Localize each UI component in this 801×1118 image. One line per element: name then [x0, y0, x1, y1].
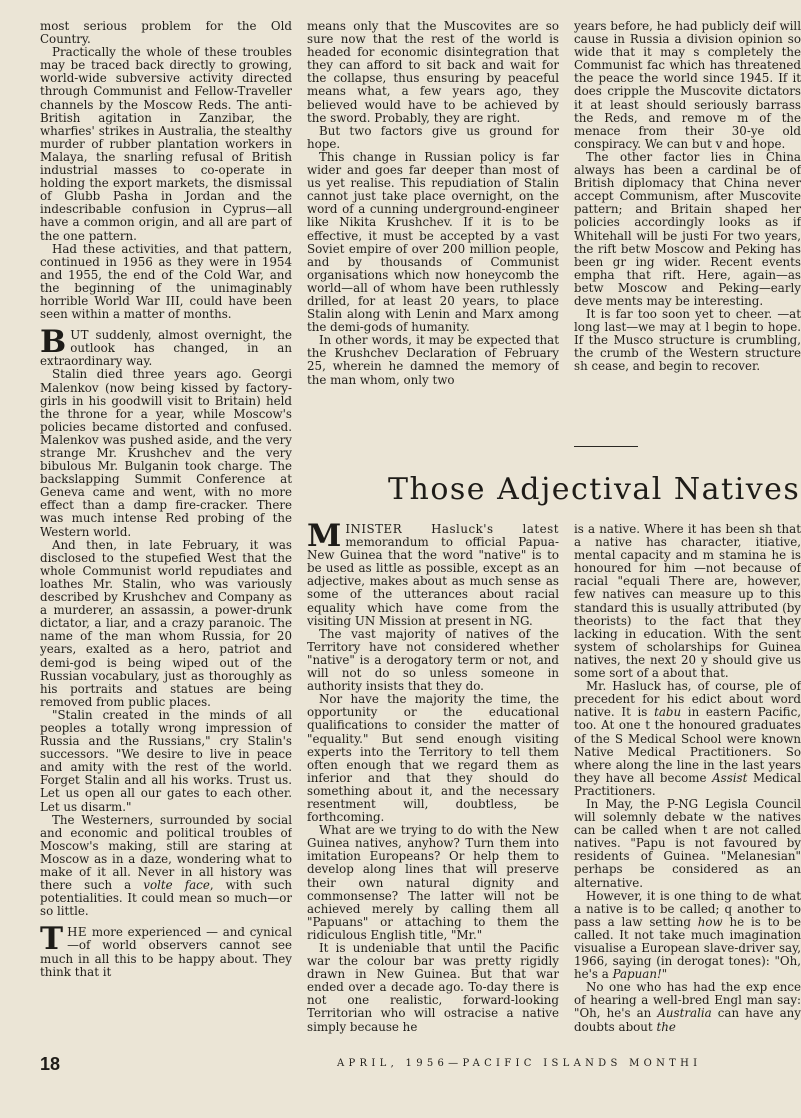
paragraph	[574, 981, 801, 1033]
paragraph: is a native. Where it has been sh that a native has character, itiative, mental capacity and m stamina he is honoured for him —not because of racial "equali There are, however, few natives can measure up to this standard this is usually attributed (by theorists) to the fact that they lacking in education. With the sent system of scholarships for Guinea natives, the next 20 y should give us some sort of a about that.	[574, 523, 801, 681]
running-footer: APRIL, 1956—PACIFIC ISLANDS MONTHI	[337, 1058, 702, 1069]
paragraph: This change in Russian policy is far wider and goes far deeper than most of us yet realise. This repudiation of Stalin cannot just take place overnight, on the word of a cunning underground-engineer like Nikita Krushchev. If it is to be effective, it must be accepted by a vast Soviet empire of over 200 million people, and by thousands of Communist organisations which now honeycomb the world—all of whom have been ruthlessly drilled, for at least 20 years, to place Stalin along with Lenin and Marx among the demi-gods of humanity.	[307, 149, 559, 335]
paragraph: most serious problem for the Old Country.	[40, 20, 292, 47]
paragraph	[574, 890, 801, 982]
lead-in: INISTER Hasluck's latest	[345, 523, 559, 536]
drop-cap: M	[307, 523, 342, 554]
paragraph	[40, 921, 292, 979]
italic-text: volte face	[143, 878, 210, 893]
paragraph: Had these activities, and that pattern, continued in 1956 as they were in 1954 and 1955, the end of the Cold War, and the beginning of the unimaginably horrible World War III, could have been seen within a matter of months.	[40, 241, 292, 322]
italic-text: Papuan!	[612, 967, 662, 982]
paragraph: years before, he had publicly deif will cause in Russia a division opinion so wide that it may s completely the Communist fac which has threatened the peace the world since 1945. If it does cripple the Muscovite dictators it at least should seriously barrass the Reds, and remove m of the menace from their 30-ye old conspiracy. We can but v and hope.	[574, 20, 801, 151]
paragraph	[40, 324, 292, 369]
paragraph: It is far too soon yet to cheer. —at long last—we may at l begin to hope. If the Musco structure is crumbling, the crumb of the Western structure sh cease, and begin to recover.	[574, 307, 801, 374]
article-column-2	[307, 20, 559, 442]
paragraph: It is undeniable that until the Pacific war the colour bar was pretty rigidly drawn in New Guinea. But that war ended over a decade ago. To-day there is not one realistic, forward-looking Territorian who will ostracise a native simply because he	[307, 941, 559, 1034]
page-footer	[0, 1054, 801, 1074]
lead-in: HE	[67, 925, 88, 940]
paragraph-text: Medical Practitioners.	[574, 770, 801, 798]
article-headline: Those Adjectival Natives	[388, 472, 801, 508]
paragraph: The other factor lies in China always has been a cardinal be of British diplomacy that China never accept Communism, after Muscovite pattern; and Britain shaped her policies accordingly looks as if Whitehall will be justi For two years, the rift betw Moscow and Peking has been gr ing wider. Recent events empha that rift. Here, again—as betw Moscow and Peking—early deve ments may be interesting.	[574, 149, 801, 308]
paragraph: What are we trying to do with the New Guinea natives, anyhow? Turn them into imitation Europeans? Or help them to develop along lines that will preserve their own natural dignity and commonsense? The latter will not be achieved merely by calling them all "Papuans" or attaching to them the ridiculous English title, "Mr."	[307, 823, 559, 942]
paragraph-text: However, it is one thing to de what a native is to be called; q another to pass a law setting	[574, 888, 801, 929]
paragraph: In other words, it may be expected that the Krushchev Declaration of February 25, wherein he damned the memory of the man whom, only two	[307, 333, 559, 387]
paragraph: And then, in late February, it was disclosed to the stupefied West that the whole Communist world repudiates and loathes Mr. Stalin, who was variously described by Krushchev and Company as a murderer, an assassin, a power-drunk dictator, a liar, and a crazy paranoic. The name of the man whom Russia, for 20 years, exalted as a hero, patriot and demi-god is being wiped out of the Russian vocabulary, just as thoroughly as his portraits and statues are being removed from public places.	[40, 537, 292, 709]
paragraph-text: he is to be called. It not take much imagination visualise a European slave-driver say, 1966, saying (in derogat tones): "Oh, he's a	[574, 914, 801, 982]
paragraph: Stalin died three years ago. Georgi Malenkov (now being kissed by factory-girls in his goodwill visit to Britain) held the throne for a year, while Moscow's policies became distorted and confused. Malenkov was pushed aside, and the very strange Mr. Krushchev and the very bibulous Mr. Bulganin took charge. The backslapping Summit Conference at Geneva came and went, with no more effect than a damp fire-cracker. There was much intense Red probing of the Western world.	[40, 367, 292, 539]
article-column-3	[574, 20, 801, 442]
paragraph-text: suddenly, almost overnight, the outlook has changed, in an extraordinary way.	[40, 328, 292, 369]
paragraph: "Stalin created in the minds of all peoples a totally wrong impression of Russia and the Russians," cry Stalin's successors. "We desire to live in peace and amity with the rest of the world. Forget Stalin and all his works. Trust us. Let us open all our gates to each other. Let us disarm."	[40, 707, 292, 814]
paragraph-text: "	[661, 967, 668, 982]
italic-text: the	[656, 1019, 676, 1034]
paragraph-text: can have any doubts about	[574, 1006, 801, 1034]
paragraph-text: , with such potentialities. It could mean so much—or so little.	[40, 878, 292, 919]
paragraph	[574, 680, 801, 798]
italic-text: how	[697, 914, 723, 929]
article-column-1	[40, 20, 292, 1044]
paragraph-text: in eastern Pacific, too. At one t the honoured graduates of the S Medical School were known Native Medical Practitioners. So where along the line in the last years they have all become	[574, 705, 801, 785]
paragraph: Nor have the majority the time, the opportunity or the educational qualifications to consider the matter of "equality." But send enough visiting experts into the Territory to tell them often enough that we regard them as inferior and that they should do something about it, and the necessary resentment will, doubtless, be forthcoming.	[307, 692, 559, 825]
page-number: 18	[40, 1054, 61, 1074]
paragraph	[40, 814, 292, 919]
paragraph: In May, the P-NG Legisla Council will solemnly debate w the natives can be called when t are not called natives. "Papu is not favoured by residents of Guinea. "Melanesian" perhaps be considered as an alternative.	[574, 796, 801, 890]
paragraph-text: The Westerners, surrounded by social and economic and political troubles of Moscow's making, still are staring at Moscow as in a daze, wondering what to make of it all. Never in all history was there such a	[40, 812, 292, 893]
paragraph: The vast majority of natives of the Territory have not considered whether "native" is a derogatory term or not, and will not do so unless someone in authority insists that they do.	[307, 626, 559, 694]
paragraph-text: Mr. Hasluck has, of course, ple of precedent for his edict about word native. It is	[574, 679, 801, 720]
section-divider	[574, 446, 638, 447]
drop-cap: B	[40, 324, 67, 361]
paragraph-text: more experienced — and cynical—of world observers cannot see much in all this to be happy about. They think that it	[40, 925, 292, 979]
article-column-5	[574, 523, 801, 1041]
lead-in: UT	[70, 328, 90, 343]
italic-text: Assist	[712, 770, 748, 785]
italic-text: tabu	[654, 705, 682, 720]
paragraph-text: No one who has had the exp ence of hearing a well-bred Engl man say: "Oh, he's an	[574, 980, 801, 1021]
drop-cap: T	[40, 921, 64, 958]
italic-text: Australia	[657, 1006, 712, 1021]
paragraph: But two factors give us ground for hope.	[307, 123, 559, 151]
paragraph: Practically the whole of these troubles may be traced back directly to growing, world-wide subversive activity directed through Communist and Fellow-Traveller channels by the Moscow Reds. The anti-British agitation in Zanzibar, the wharfies' strikes in Australia, the stealthy murder of rubber plantation workers in Malaya, the snarling refusal of British industrial masses to co-operate in holding the export markets, the dismissal of Glubb Pasha in Jordan and the indescribable confusion in Cyprus—all have a common origin, and all are part of the one pattern.	[40, 45, 292, 243]
paragraph: means only that the Muscovites are so sure now that the rest of the world is headed for economic disintegration that they can afford to sit back and wait for the collapse, thus ensuring by peaceful means what, a few years ago, they believed would have to be achieved by the sword. Probably, they are right.	[307, 20, 559, 125]
paragraph	[307, 523, 559, 628]
paragraph-text: memorandum to official Papua-New Guinea that the word "native" is to be used as little as possible, except as an adjective, makes about as much sense as some of the utterances about racial equality which have come from the visiting UN Mission at present in NG.	[307, 535, 559, 628]
article-column-4	[307, 523, 559, 1041]
